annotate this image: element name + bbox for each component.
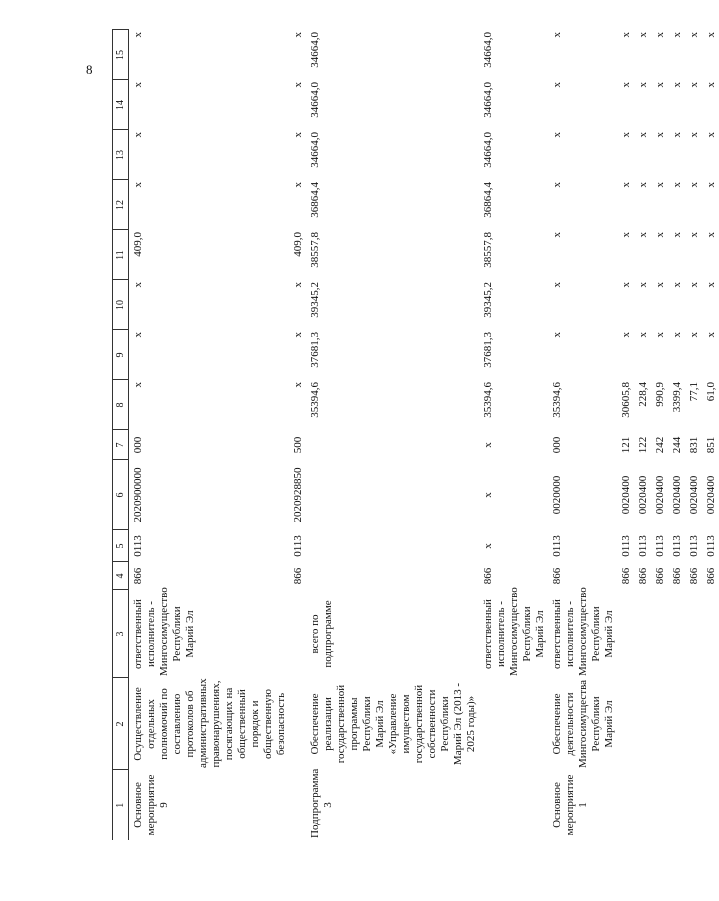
table-cell: x <box>551 182 563 188</box>
table-cell: 500 <box>292 436 304 454</box>
table-cell: Осуществление отдельных полномочий по составлению протоколов об административных правонарушениях, посягающих на общественный порядок и общественную безопасность <box>132 678 287 768</box>
table-cell: 244 <box>671 436 683 454</box>
table-cell: x <box>482 492 494 498</box>
table-cell: x <box>671 232 683 238</box>
table-cell: 35394,6 <box>551 382 563 418</box>
table-cell: x <box>705 282 717 288</box>
table-cell <box>651 678 668 770</box>
table-cell <box>685 770 702 840</box>
table-cell <box>479 678 548 770</box>
table-cell: x <box>132 132 144 138</box>
table-cell: x <box>705 332 717 338</box>
table-row <box>617 30 634 840</box>
column-header-3: 3 <box>113 590 129 678</box>
table-cell: x <box>551 82 563 88</box>
table-cell: 0113 <box>654 535 666 557</box>
table-cell: 409,0 <box>292 232 304 257</box>
column-header-11: 11 <box>113 230 129 280</box>
table-cell: 0020400 <box>654 475 666 515</box>
table-cell: x <box>292 382 304 388</box>
table-row <box>548 30 617 840</box>
column-header-13: 13 <box>113 130 129 180</box>
table-cell: x <box>551 282 563 288</box>
table-cell: 2020900000 <box>132 467 144 523</box>
table-cell: x <box>654 332 666 338</box>
table-cell: x <box>654 32 666 38</box>
table-cell: x <box>292 132 304 138</box>
table-cell: 866 <box>688 567 700 585</box>
table-cell: 34664,0 <box>309 132 321 168</box>
table-cell: x <box>705 82 717 88</box>
table-cell <box>289 590 306 678</box>
table-cell: x <box>620 132 632 138</box>
column-header-2: 2 <box>113 678 129 770</box>
table-cell <box>289 678 306 770</box>
column-header-5: 5 <box>113 530 129 562</box>
table-cell <box>479 770 548 840</box>
table-cell: 36864,4 <box>482 182 494 218</box>
table-cell: 866 <box>132 567 144 585</box>
table-cell: x <box>654 232 666 238</box>
table-cell <box>634 590 651 678</box>
table-cell: x <box>620 232 632 238</box>
table-cell: 121 <box>620 436 632 454</box>
table-cell: 000 <box>551 436 563 454</box>
table-cell <box>634 770 651 840</box>
table-cell <box>668 678 685 770</box>
table-cell: 35394,6 <box>482 382 494 418</box>
table-cell: 38557,8 <box>309 232 321 268</box>
table-cell: x <box>688 232 700 238</box>
table-cell: 866 <box>637 567 649 585</box>
table-cell: 0020400 <box>637 475 649 515</box>
table-cell: 2020928850 <box>292 467 304 523</box>
table-cell: x <box>705 132 717 138</box>
table-cell <box>702 590 719 678</box>
table-cell: x <box>292 282 304 288</box>
table-row <box>479 30 548 840</box>
table-cell: 0020400 <box>671 475 683 515</box>
table-cell <box>617 678 634 770</box>
table-cell: 0113 <box>620 535 632 557</box>
table-cell <box>702 770 719 840</box>
table-cell: x <box>132 382 144 388</box>
table-cell: 3399,4 <box>671 382 683 413</box>
table-cell: 34664,0 <box>482 82 494 118</box>
budget-table <box>112 30 719 841</box>
table-cell: x <box>705 232 717 238</box>
table-cell: ответственный исполнитель - Мингосимущество Республики Марий Эл <box>132 587 196 676</box>
table-cell: 866 <box>620 567 632 585</box>
table-cell: x <box>671 282 683 288</box>
table-cell: x <box>132 82 144 88</box>
table-cell: 0113 <box>292 535 304 557</box>
header-row <box>113 30 129 840</box>
table-cell: 228,4 <box>637 382 649 407</box>
table-cell: x <box>620 332 632 338</box>
table-cell: ответственный исполнитель - Мингосимущество Республики Марий Эл <box>551 587 615 676</box>
table-cell: x <box>637 232 649 238</box>
table-cell: 242 <box>654 436 666 454</box>
column-header-4: 4 <box>113 562 129 590</box>
table-row <box>668 30 685 840</box>
column-header-12: 12 <box>113 180 129 230</box>
table-cell: x <box>654 282 666 288</box>
table-cell: x <box>620 82 632 88</box>
table-row <box>289 30 306 840</box>
table-cell <box>306 430 479 460</box>
table-cell: 122 <box>637 436 649 454</box>
table-cell: Обеспечение деятельности Мингосимущества Республики Марий Эл <box>551 679 615 768</box>
table-cell: x <box>637 282 649 288</box>
table-cell: x <box>292 82 304 88</box>
column-header-15: 15 <box>113 30 129 80</box>
table-cell: x <box>292 182 304 188</box>
table-cell: x <box>620 282 632 288</box>
table-cell: x <box>132 282 144 288</box>
table-cell: x <box>637 332 649 338</box>
table-cell: x <box>654 132 666 138</box>
column-header-8: 8 <box>113 380 129 430</box>
table-cell: x <box>654 182 666 188</box>
table-cell: x <box>292 332 304 338</box>
table-cell: x <box>551 332 563 338</box>
table-cell: 39345,2 <box>309 282 321 318</box>
table-cell: x <box>132 182 144 188</box>
table-cell: x <box>671 82 683 88</box>
table-cell <box>306 562 479 590</box>
table-cell: x <box>671 32 683 38</box>
table-body <box>129 30 719 840</box>
table-cell: 0020000 <box>551 475 563 515</box>
table-cell: 866 <box>482 567 494 585</box>
table-cell: 37681,3 <box>309 332 321 368</box>
table-row <box>634 30 651 840</box>
table-cell: 34664,0 <box>482 132 494 168</box>
table-cell: Подпрограмма 3 <box>309 768 334 838</box>
table-cell <box>685 590 702 678</box>
table-row <box>702 30 719 840</box>
table-cell <box>634 678 651 770</box>
table-cell: 38557,8 <box>482 232 494 268</box>
table-cell: x <box>688 82 700 88</box>
table-cell: x <box>132 332 144 338</box>
table-cell: 0020400 <box>688 475 700 515</box>
table-cell: Обеспечение реализации государственной программы Республики Марий Эл «Управление имуществом государственной собственности Республики Марий Эл (2013 - 2025 годы)» <box>309 682 477 766</box>
table-cell: x <box>482 442 494 448</box>
table-cell: x <box>551 132 563 138</box>
table-cell: x <box>637 82 649 88</box>
table-cell: x <box>688 332 700 338</box>
table-cell <box>668 590 685 678</box>
table-cell: 866 <box>292 567 304 585</box>
table-cell: x <box>705 32 717 38</box>
table-cell: 77,1 <box>688 382 700 402</box>
table-cell: всего по подпрограмме <box>309 600 334 668</box>
table-cell: Основное мероприятие 9 <box>132 774 170 836</box>
table-cell: 866 <box>705 567 717 585</box>
table-cell: 866 <box>671 567 683 585</box>
table-cell: ответственный исполнитель - Мингосимущество Республики Марий Эл <box>482 587 546 676</box>
table-cell <box>651 770 668 840</box>
table-cell: x <box>292 32 304 38</box>
table-cell: x <box>637 32 649 38</box>
table-cell: x <box>482 543 494 549</box>
table-cell: 34664,0 <box>309 82 321 118</box>
table-cell: x <box>688 282 700 288</box>
table-cell: x <box>620 32 632 38</box>
table-cell: 831 <box>688 436 700 454</box>
table-cell <box>306 460 479 530</box>
column-header-6: 6 <box>113 460 129 530</box>
table-cell: 0113 <box>705 535 717 557</box>
column-header-9: 9 <box>113 330 129 380</box>
column-header-14: 14 <box>113 80 129 130</box>
table-cell: x <box>671 332 683 338</box>
table-cell <box>651 590 668 678</box>
column-header-7: 7 <box>113 430 129 460</box>
rotated-table-wrapper <box>112 32 717 840</box>
table-cell: x <box>688 182 700 188</box>
column-header-1: 1 <box>113 770 129 840</box>
table-cell: x <box>671 182 683 188</box>
table-cell: x <box>551 232 563 238</box>
table-cell: x <box>620 182 632 188</box>
table-cell: 39345,2 <box>482 282 494 318</box>
table-cell: 000 <box>132 436 144 454</box>
table-row <box>685 30 702 840</box>
table-cell <box>617 590 634 678</box>
table-cell <box>685 678 702 770</box>
table-cell: 0113 <box>132 535 144 557</box>
table-cell <box>702 678 719 770</box>
table-cell: 34664,0 <box>482 32 494 68</box>
table-cell: x <box>132 32 144 38</box>
table-cell: 0020400 <box>620 475 632 515</box>
table-cell: 0113 <box>671 535 683 557</box>
table-cell: 30605,8 <box>620 382 632 418</box>
table-cell <box>306 530 479 562</box>
table-row <box>129 30 290 840</box>
table-cell: 0113 <box>688 535 700 557</box>
table-cell: 0020400 <box>705 475 717 515</box>
table-cell: 409,0 <box>132 232 144 257</box>
table-cell: 37681,3 <box>482 332 494 368</box>
table-row <box>306 30 479 840</box>
table-cell: x <box>637 182 649 188</box>
table-cell: x <box>637 132 649 138</box>
table-cell: 35394,6 <box>309 382 321 418</box>
table-cell: x <box>654 82 666 88</box>
table-cell <box>668 770 685 840</box>
table-cell: x <box>705 182 717 188</box>
table-cell: 851 <box>705 436 717 454</box>
table-cell <box>617 770 634 840</box>
table-cell: Основное мероприятие 1 <box>551 774 589 836</box>
table-cell: 0113 <box>551 535 563 557</box>
table-cell: 990,9 <box>654 382 666 407</box>
table-cell: x <box>671 132 683 138</box>
table-cell: 61,0 <box>705 382 717 402</box>
page-number: 8 <box>86 62 93 77</box>
table-cell: 36864,4 <box>309 182 321 218</box>
table-cell: x <box>688 132 700 138</box>
table-cell <box>289 770 306 840</box>
table-cell: 34664,0 <box>309 32 321 68</box>
table-cell: 866 <box>551 567 563 585</box>
table-cell: 866 <box>654 567 666 585</box>
table-cell: x <box>688 32 700 38</box>
table-cell: 0113 <box>637 535 649 557</box>
table-row <box>651 30 668 840</box>
table-cell: x <box>551 32 563 38</box>
column-header-10: 10 <box>113 280 129 330</box>
